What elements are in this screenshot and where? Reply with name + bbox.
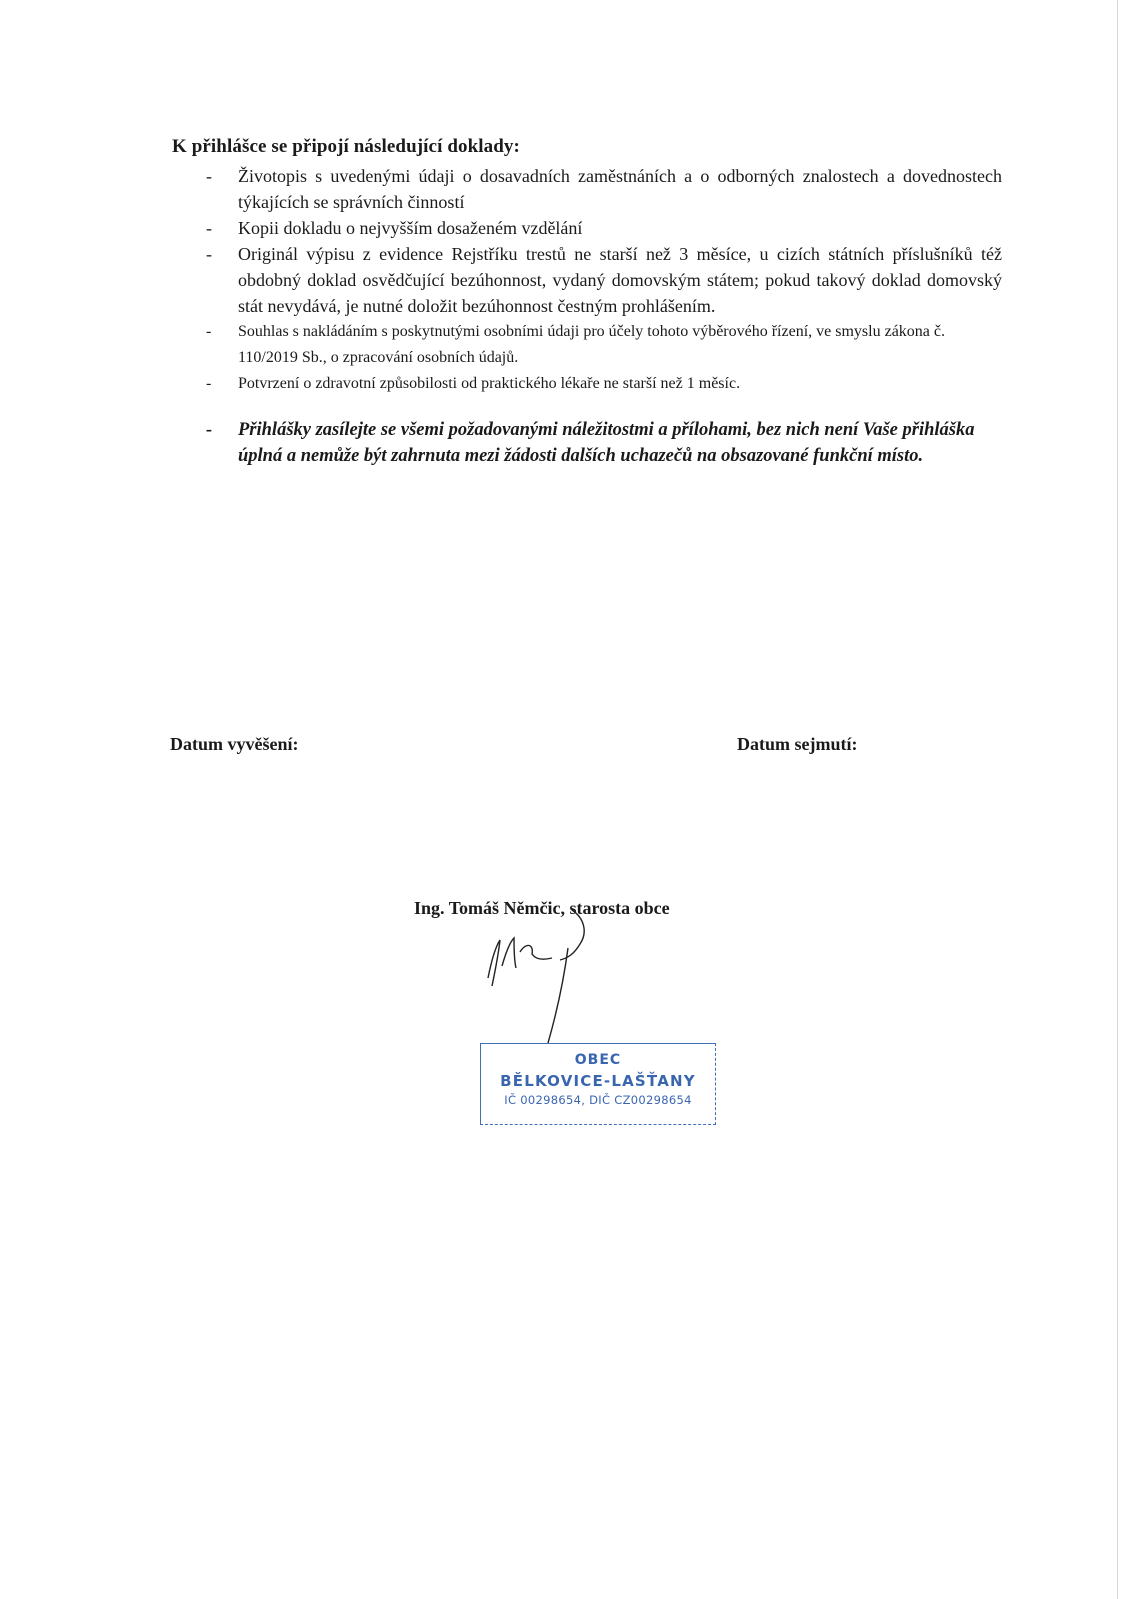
list-dash: -: [206, 375, 212, 392]
stamp-line-ids: IČ 00298654, DIČ CZ00298654: [504, 1093, 692, 1107]
stamp-line-municipality: OBEC: [574, 1052, 622, 1068]
list-item-data-consent: [172, 319, 1002, 371]
list-dash: -: [206, 323, 212, 340]
list-item-cv: [172, 163, 1002, 215]
list-item-health-certificate: [172, 371, 1002, 397]
date-removed-label: Datum sejmutí:: [737, 734, 858, 754]
list-dash: -: [206, 166, 212, 186]
list-item-text: Kopii dokladu o nejvyšším dosaženém vzdělání: [238, 218, 583, 238]
list-item-submission-note: [172, 417, 1002, 469]
list-dash: -: [206, 218, 212, 238]
list-item-text: Životopis s uvedenými údaji o dosavadních zaměstnáních a o odborných znalostech a dovednostech týkajících se správních činností: [238, 166, 1002, 212]
required-documents-list: [172, 163, 1002, 469]
signature-icon: [480, 908, 630, 1048]
list-item-text: Souhlas s nakládáním s poskytnutými osobními údaji pro účely tohoto výběrového řízení, ve smyslu zákona č. 110/2019 Sb., o zpracování osobních údajů.: [238, 323, 945, 366]
list-dash: -: [206, 420, 213, 440]
municipal-stamp: [480, 1043, 716, 1125]
list-item-text: Přihlášky zasílejte se všemi požadovanými náležitostmi a přílohami, bez nich není Vaše přihláška úplná a nemůže být zahrnuta mezi žádosti dalších uchazečů na obsazované funkční místo.: [238, 420, 975, 466]
stamp-line-name: BĚLKOVICE-LAŠŤANY: [500, 1072, 696, 1090]
signatory-name: Ing. Tomáš Němčic, starosta obce: [414, 898, 670, 918]
list-item-text: Originál výpisu z evidence Rejstříku trestů ne starší než 3 měsíce, u cizích státních příslušníků též obdobný doklad osvědčující bezúhonnost, vydaný domovským státem; pokud takový doklad domovský stát nevydává, je nutné doložit bezúhonnost čestným prohlášením.: [238, 244, 1002, 316]
scan-edge-line: [1117, 0, 1118, 1599]
list-item-text: Potvrzení o zdravotní způsobilosti od praktického lékaře ne starší než 1 měsíc.: [238, 375, 741, 392]
date-posted-label: Datum vyvěšení:: [170, 734, 299, 754]
list-item-criminal-record: [172, 241, 1002, 319]
list-dash: -: [206, 244, 212, 264]
list-item-education: [172, 215, 1002, 241]
attachments-heading: K přihlášce se připojí následující doklady:: [172, 136, 520, 157]
